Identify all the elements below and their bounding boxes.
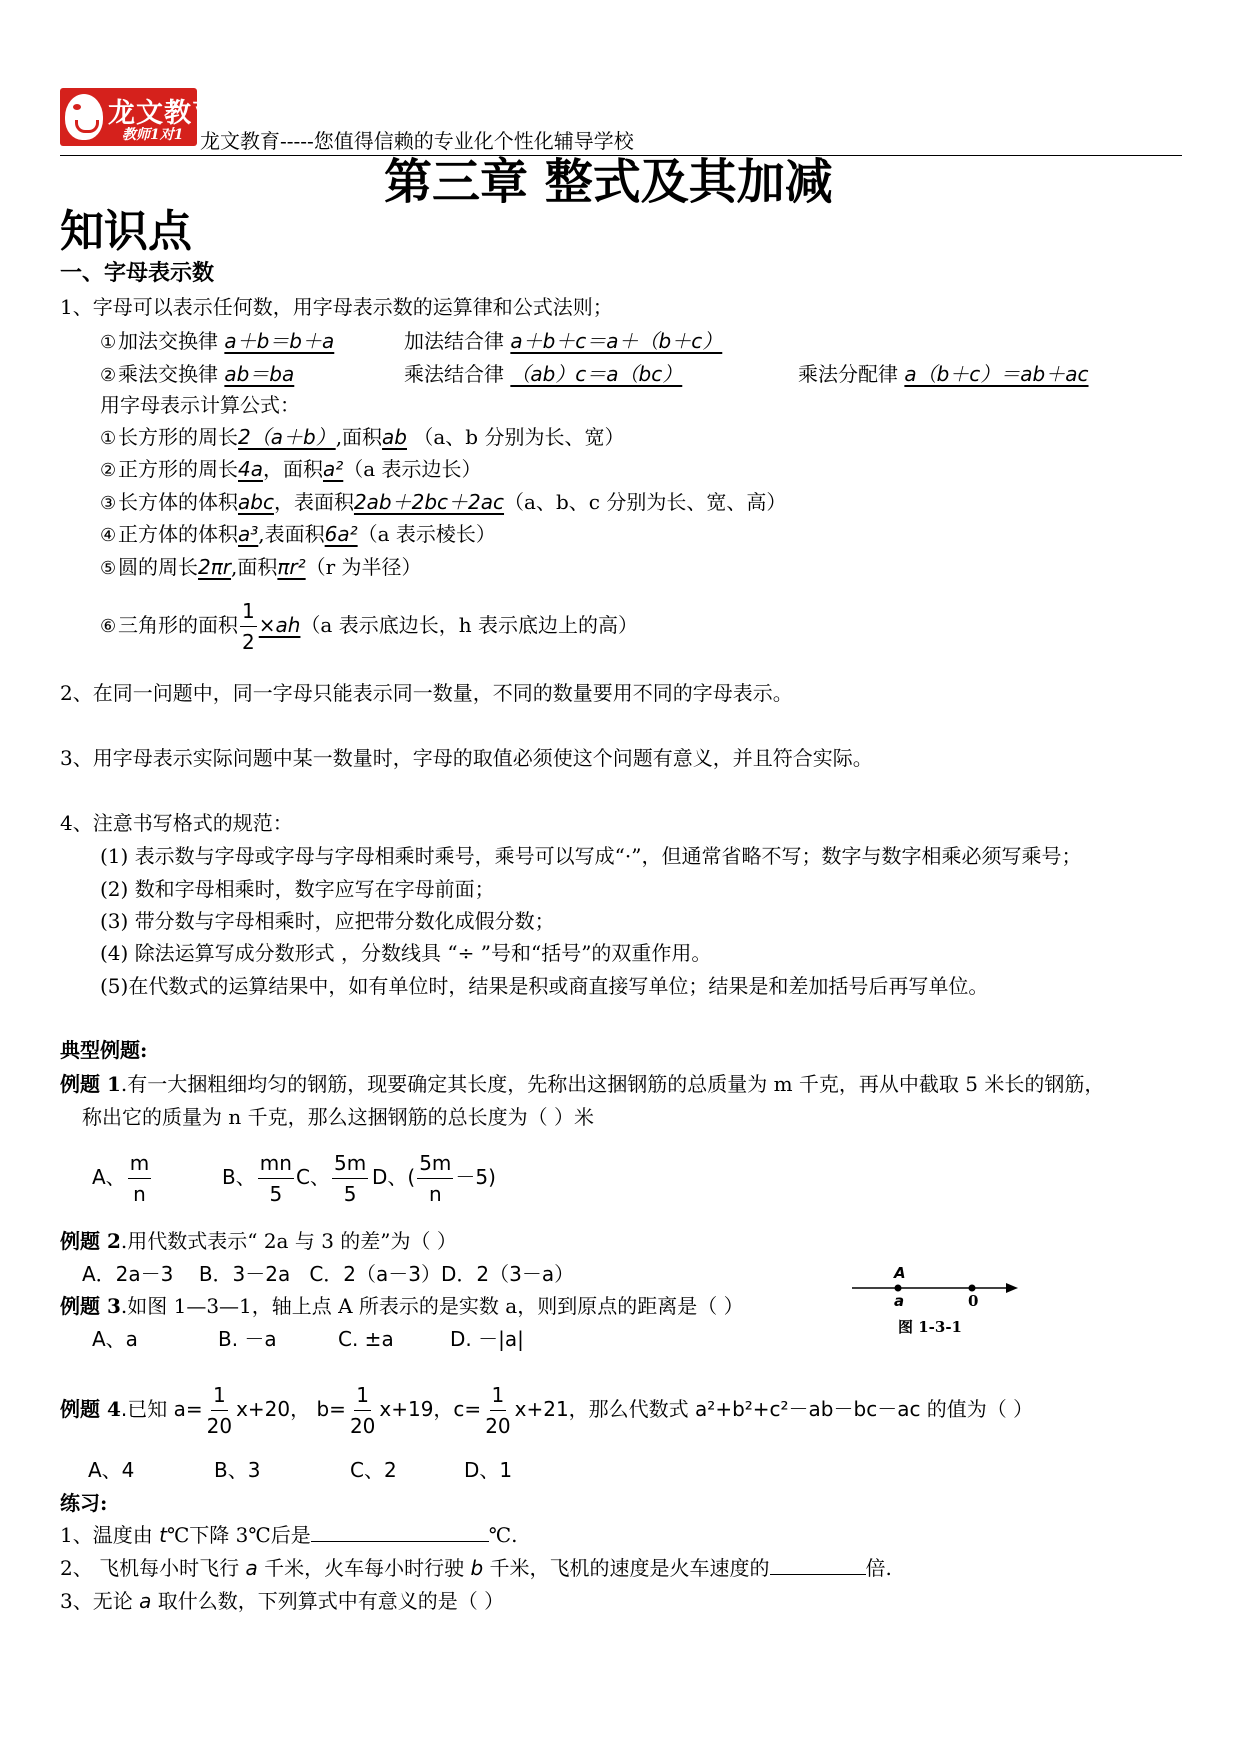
knowledge-heading: 知识点 <box>60 206 192 257</box>
example-4-option-d: D、1 <box>464 1458 513 1482</box>
formula-expr: ×ah <box>258 613 301 637</box>
fraction-numerator: mn <box>258 1148 294 1179</box>
practice-text: ℃. <box>488 1523 518 1547</box>
item-1-text: 1、字母可以表示任何数，用字母表示数的运算律和公式法则； <box>60 295 613 319</box>
example-text: x+20， b= <box>236 1397 346 1421</box>
formula-text: ,表面积 <box>258 522 325 546</box>
label-zero: 0 <box>968 1292 979 1310</box>
practice-text: 2、 飞机每小时飞行 <box>60 1556 246 1580</box>
fraction <box>240 596 257 657</box>
law-row-3 <box>100 361 294 389</box>
formula-text: ,面积 <box>231 555 278 579</box>
logo <box>60 88 220 146</box>
formula-1 <box>100 424 624 452</box>
example-text: x+19，c= <box>379 1397 482 1421</box>
law-label: 加法交换律 <box>118 329 218 353</box>
practice-3 <box>60 1588 504 1614</box>
practice-text: 1、温度由 <box>60 1523 160 1547</box>
example-2 <box>60 1228 457 1254</box>
fraction <box>348 1380 377 1441</box>
practice-1 <box>60 1522 518 1548</box>
example-4-option-c: C、2 <box>350 1458 397 1482</box>
law-expr: （ab）c＝a（bc） <box>510 362 683 386</box>
formula-text: ,面积 <box>335 425 383 449</box>
figure-caption: 图 1-3-1 <box>898 1318 962 1336</box>
formula-3 <box>100 489 786 517</box>
fraction-numerator: m <box>128 1148 151 1179</box>
header-tagline: 龙文教育-----您值得信赖的专业化个性化辅导学校 <box>200 129 634 153</box>
example-text: .有一大捆粗细均匀的钢筋，现要确定其长度，先称出这捆钢筋的总质量为 m 千克，再从中截取 5 米长的钢筋， <box>120 1072 1105 1096</box>
fraction <box>128 1148 151 1209</box>
label-point-a: A <box>894 1264 906 1282</box>
practice-variable: a <box>245 1556 258 1580</box>
formula-expr: a³ <box>238 522 259 546</box>
rule-2: (2) 数和字母相乘时，数字应写在字母前面； <box>100 877 495 901</box>
circled-number: ① <box>100 332 117 353</box>
law-expr: ab＝ba <box>224 362 295 386</box>
circled-number: ① <box>100 428 117 449</box>
formula-note: （a 表示边长） <box>343 457 482 481</box>
circled-number: ② <box>100 460 117 481</box>
law-expr: a（b＋c）＝ab＋ac <box>904 362 1089 386</box>
fraction <box>417 1148 453 1209</box>
example-label: 例题 1 <box>60 1072 121 1096</box>
example-4-option-a: A、4 <box>88 1458 135 1482</box>
page-title: 第三章 整式及其加减 <box>384 154 833 210</box>
fraction-denominator: 20 <box>485 1414 511 1438</box>
formula-intro: 用字母表示计算公式： <box>100 393 300 417</box>
logo-face-icon <box>65 94 103 140</box>
example-1-option-c <box>296 1148 370 1209</box>
fraction-denominator: 5 <box>343 1182 357 1206</box>
example-3-option-a: A、a <box>92 1327 138 1351</box>
formula-note: （a 表示底边长，h 表示底边上的高） <box>300 613 638 637</box>
formula-expr: 4a <box>238 457 263 481</box>
option-letter: B、 <box>222 1165 256 1189</box>
formula-text: 长方形的周长 <box>118 425 238 449</box>
formula-text: 长方体的体积 <box>118 490 238 514</box>
fraction-denominator: n <box>133 1182 146 1206</box>
law-label: 乘法交换律 <box>118 362 218 386</box>
example-4-option-b: B、3 <box>214 1458 261 1482</box>
fraction-numerator: 1 <box>490 1380 507 1411</box>
fraction-numerator: 1 <box>354 1380 371 1411</box>
practice-text: 千米，火车每小时行驶 <box>257 1556 471 1580</box>
example-1-option-d <box>372 1148 496 1209</box>
circled-number: ④ <box>100 525 117 546</box>
formula-expr: abc <box>238 490 274 514</box>
example-1-option-a <box>92 1148 153 1209</box>
example-3-option-b: B. －a <box>218 1327 277 1351</box>
practice-variable: b <box>470 1556 484 1580</box>
option-letter: D、( <box>372 1165 416 1189</box>
formula-text: 正方体的体积 <box>118 522 238 546</box>
practice-text: 3、无论 <box>60 1589 140 1613</box>
section-heading: 一、字母表示数 <box>60 260 215 286</box>
example-text: x+21，那么代数式 a²+b²+c²－ab－bc－ac 的值为（ ） <box>514 1397 1034 1421</box>
law-label: 乘法分配律 <box>798 362 898 386</box>
number-line <box>850 1266 1020 1306</box>
formula-text: 圆的周长 <box>118 555 198 579</box>
circled-number: ⑤ <box>100 558 117 579</box>
law-row-4 <box>404 361 682 387</box>
number-line-figure <box>850 1266 1020 1338</box>
fraction-numerator: 5m <box>332 1148 368 1179</box>
formula-6 <box>100 596 638 657</box>
formula-expr: a² <box>322 457 344 481</box>
fraction <box>483 1380 512 1441</box>
fraction-numerator: 1 <box>211 1380 228 1411</box>
logo-subtitle: 教师1对1 <box>122 127 184 143</box>
law-expr: a＋b＋c＝a＋（b＋c） <box>510 329 723 353</box>
practice-text: 千米，飞机的速度是火车速度的 <box>483 1556 770 1580</box>
fraction-numerator: 1 <box>240 596 257 627</box>
formula-expr: 2πr <box>198 555 231 579</box>
fraction <box>332 1148 368 1209</box>
rule-1: (1) 表示数与字母或字母与字母相乘时乘号，乘号可以写成“·”，但通常省略不写；数字与数字相乘必须写乘号； <box>100 844 1082 868</box>
formula-text: 正方形的周长 <box>118 457 238 481</box>
example-3-option-d: D. －|a| <box>450 1327 524 1351</box>
law-row-2 <box>404 328 722 354</box>
answer-blank[interactable] <box>311 1541 489 1542</box>
formula-expr: 6a² <box>324 522 358 546</box>
formula-note: （a、b、c 分别为长、宽、高） <box>504 490 787 514</box>
example-1-line-2: 称出它的质量为 n 千克，那么这捆钢筋的总长度为（ ）米 <box>82 1105 594 1129</box>
practice-2 <box>60 1555 892 1581</box>
practice-text: ℃下降 3℃后是 <box>166 1523 311 1547</box>
item-2: 2、在同一问题中，同一字母只能表示同一数量，不同的数量要用不同的字母表示。 <box>60 681 793 705</box>
formula-expr: ab <box>382 425 407 449</box>
practice-variable: a <box>139 1589 152 1613</box>
answer-blank[interactable] <box>770 1574 866 1575</box>
fraction-denominator: 20 <box>349 1414 376 1438</box>
example-label: 例题 2 <box>60 1229 121 1253</box>
example-1-option-b <box>222 1148 296 1209</box>
rule-5: (5)在代数式的运算结果中，如有单位时，结果是积或商直接写单位；结果是和差加括号后再写单位。 <box>100 974 989 998</box>
formula-note: （r 为半径） <box>305 555 422 579</box>
example-label: 例题 3 <box>60 1294 121 1318</box>
formula-expr: 2（a＋b） <box>238 425 336 449</box>
example-2-options: A．2a－3 B．3－2a C．2（a－3）D．2（3－a） <box>82 1262 575 1286</box>
fraction <box>258 1148 294 1209</box>
law-label: 加法结合律 <box>404 329 504 353</box>
arrow-icon <box>1006 1283 1018 1293</box>
practice-heading: 练习: <box>60 1491 108 1515</box>
fraction-denominator: 20 <box>206 1414 233 1438</box>
example-text: .如图 1—3—1，轴上点 A 所表示的是实数 a，则到原点的距离是（ ） <box>120 1294 744 1318</box>
law-label: 乘法结合律 <box>404 362 504 386</box>
formula-text: ，表面积 <box>273 490 354 514</box>
formula-4 <box>100 521 496 549</box>
law-row-5 <box>798 361 1089 387</box>
item-4-text: 4、注意书写格式的规范： <box>60 811 293 835</box>
fraction <box>205 1380 234 1441</box>
label-a: a <box>894 1292 905 1310</box>
option-tail: －5) <box>455 1165 496 1189</box>
formula-5 <box>100 554 422 582</box>
logo-name: 龙文教育 <box>108 98 220 129</box>
example-3 <box>60 1293 744 1319</box>
point-origin <box>969 1285 976 1292</box>
practice-text: 倍. <box>865 1556 892 1580</box>
formula-expr: 2ab＋2bc＋2ac <box>353 490 505 514</box>
rule-3: (3) 带分数与字母相乘时，应把带分数化成假分数； <box>100 909 555 933</box>
example-text: .用代数式表示“ 2a 与 3 的差”为（ ） <box>120 1229 457 1253</box>
point-a <box>895 1285 902 1292</box>
formula-2 <box>100 456 482 484</box>
example-label: 例题 4 <box>60 1397 121 1421</box>
circled-number: ③ <box>100 493 117 514</box>
circled-number: ⑥ <box>100 616 117 637</box>
option-letter: C、 <box>296 1165 330 1189</box>
examples-heading: 典型例题: <box>60 1038 148 1062</box>
law-row-1 <box>100 328 334 356</box>
circled-number: ② <box>100 365 117 386</box>
fraction-denominator: 5 <box>269 1182 283 1206</box>
law-expr: a＋b＝b＋a <box>224 329 335 353</box>
formula-text: 三角形的面积 <box>118 613 238 637</box>
example-text: .已知 a= <box>120 1397 203 1421</box>
fraction-denominator: 2 <box>242 630 255 654</box>
formula-note: （a 表示棱长） <box>357 522 496 546</box>
example-1-line-1 <box>60 1071 1104 1097</box>
item-3: 3、用字母表示实际问题中某一数量时，字母的取值必须使这个问题有意义，并且符合实际。 <box>60 746 873 770</box>
fraction-numerator: 5m <box>417 1148 453 1179</box>
rule-4: (4) 除法运算写成分数形式 ，分数线具 “÷ ”号和“括号”的双重作用。 <box>100 941 712 965</box>
formula-note: （a、b 分别为长、宽） <box>413 425 625 449</box>
practice-text: 取什么数，下列算式中有意义的是（ ） <box>151 1589 505 1613</box>
option-letter: A、 <box>92 1165 126 1189</box>
example-3-option-c: C. ±a <box>338 1327 394 1351</box>
formula-expr: πr² <box>277 555 306 579</box>
fraction-denominator: n <box>428 1182 442 1206</box>
formula-text: ，面积 <box>262 457 323 481</box>
practice-variable: t <box>159 1523 167 1547</box>
example-4 <box>60 1378 1033 1441</box>
